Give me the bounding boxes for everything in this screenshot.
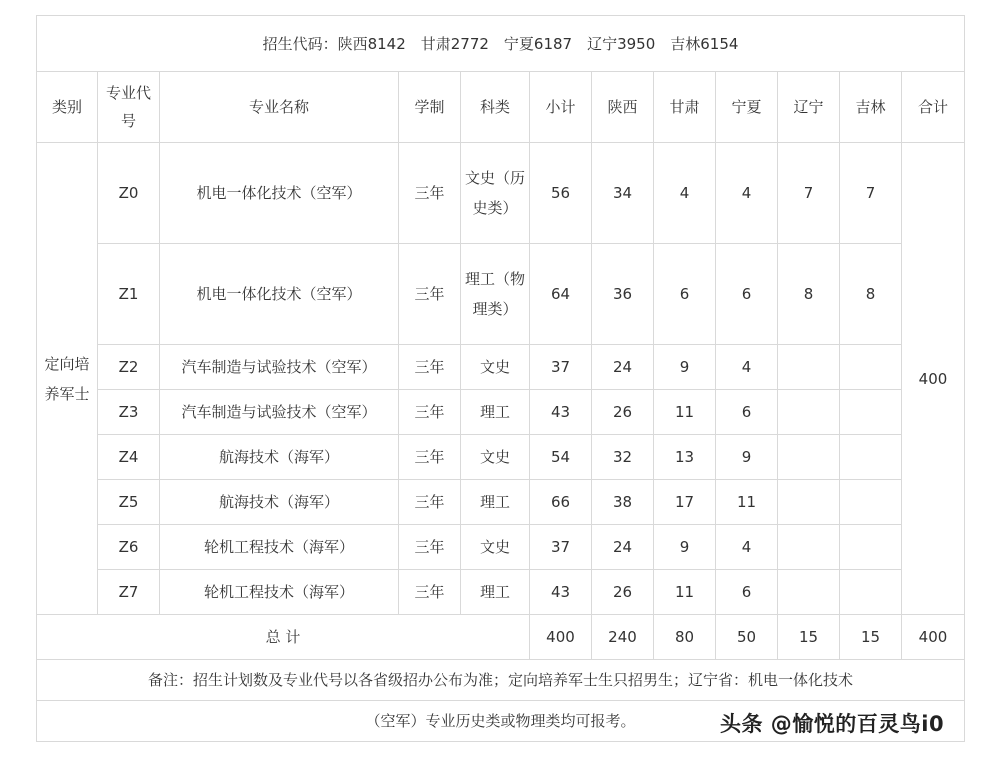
- cell-jilin: [840, 345, 902, 390]
- cell-subtotal: 56: [530, 143, 592, 244]
- cell-years: 三年: [399, 435, 461, 480]
- watermark: 头条 @愉悦的百灵鸟i0: [720, 712, 945, 736]
- table-row: [37, 345, 965, 390]
- total-ningxia: 50: [716, 615, 778, 660]
- header-category: 类别: [37, 72, 98, 143]
- cell-shaanxi: 34: [592, 143, 654, 244]
- cell-years: 三年: [399, 480, 461, 525]
- cell-gansu: 6: [654, 244, 716, 345]
- cell-name: 机电一体化技术（空军）: [160, 143, 399, 244]
- note-line: 备注：招生计划数及专业代号以各省级招办公布为准；定向培养军士生只招男生；辽宁省：机电一体化技术: [37, 660, 965, 701]
- cell-name: 机电一体化技术（空军）: [160, 244, 399, 345]
- cell-jilin: 8: [840, 244, 902, 345]
- table-row: [37, 390, 965, 435]
- cell-subject: 理工: [461, 480, 530, 525]
- cell-years: 三年: [399, 525, 461, 570]
- table-row: [37, 480, 965, 525]
- cell-subject: 文史: [461, 345, 530, 390]
- header-subtotal: 小计: [530, 72, 592, 143]
- cell-years: 三年: [399, 244, 461, 345]
- table-row: [37, 525, 965, 570]
- header-total: 合计: [902, 72, 965, 143]
- cell-liaoning: 7: [778, 143, 840, 244]
- table-row: [37, 244, 965, 345]
- cell-ningxia: 9: [716, 435, 778, 480]
- total-subtotal: 400: [530, 615, 592, 660]
- cell-subject: 文史: [461, 525, 530, 570]
- cell-name: 航海技术（海军）: [160, 435, 399, 480]
- cell-code: Z5: [98, 480, 160, 525]
- cell-code: Z3: [98, 390, 160, 435]
- cell-liaoning: [778, 480, 840, 525]
- header-ningxia: 宁夏: [716, 72, 778, 143]
- table-title: 招生代码：陕西8142 甘肃2772 宁夏6187 辽宁3950 吉林6154: [37, 16, 965, 72]
- cell-shaanxi: 32: [592, 435, 654, 480]
- total-liaoning: 15: [778, 615, 840, 660]
- cell-gansu: 9: [654, 525, 716, 570]
- cell-jilin: [840, 570, 902, 615]
- category-cell: 定向培养军士: [37, 143, 98, 615]
- cell-jilin: [840, 525, 902, 570]
- cell-subtotal: 43: [530, 390, 592, 435]
- header-jilin: 吉林: [840, 72, 902, 143]
- cell-shaanxi: 24: [592, 345, 654, 390]
- cell-subject: 理工（物理类）: [461, 244, 530, 345]
- header-gansu: 甘肃: [654, 72, 716, 143]
- cell-code: Z6: [98, 525, 160, 570]
- cell-shaanxi: 26: [592, 390, 654, 435]
- cell-name: 轮机工程技术（海军）: [160, 525, 399, 570]
- cell-gansu: 17: [654, 480, 716, 525]
- cell-ningxia: 4: [716, 525, 778, 570]
- cell-gansu: 11: [654, 390, 716, 435]
- cell-ningxia: 4: [716, 345, 778, 390]
- cell-code: Z4: [98, 435, 160, 480]
- cell-years: 三年: [399, 570, 461, 615]
- cell-jilin: [840, 390, 902, 435]
- cell-years: 三年: [399, 390, 461, 435]
- cell-liaoning: [778, 345, 840, 390]
- cell-liaoning: [778, 435, 840, 480]
- cell-gansu: 4: [654, 143, 716, 244]
- header-years: 学制: [399, 72, 461, 143]
- cell-name: 轮机工程技术（海军）: [160, 570, 399, 615]
- cell-name: 航海技术（海军）: [160, 480, 399, 525]
- cell-jilin: 7: [840, 143, 902, 244]
- enrollment-plan-table: [36, 15, 965, 742]
- cell-liaoning: [778, 525, 840, 570]
- cell-years: 三年: [399, 345, 461, 390]
- header-liaoning: 辽宁: [778, 72, 840, 143]
- cell-code: Z2: [98, 345, 160, 390]
- header-name: 专业名称: [160, 72, 399, 143]
- cell-subject: 理工: [461, 570, 530, 615]
- table-row: [37, 143, 965, 244]
- cell-code: Z0: [98, 143, 160, 244]
- cell-jilin: [840, 435, 902, 480]
- header-shaanxi: 陕西: [592, 72, 654, 143]
- total-label: 总 计: [37, 615, 530, 660]
- table-row: [37, 435, 965, 480]
- header-subject: 科类: [461, 72, 530, 143]
- cell-shaanxi: 36: [592, 244, 654, 345]
- cell-subtotal: 37: [530, 345, 592, 390]
- cell-liaoning: 8: [778, 244, 840, 345]
- cell-shaanxi: 38: [592, 480, 654, 525]
- cell-subject: 文史（历史类）: [461, 143, 530, 244]
- cell-gansu: 9: [654, 345, 716, 390]
- cell-name: 汽车制造与试验技术（空军）: [160, 390, 399, 435]
- cell-ningxia: 6: [716, 244, 778, 345]
- cell-subject: 理工: [461, 390, 530, 435]
- cell-gansu: 13: [654, 435, 716, 480]
- total-jilin: 15: [840, 615, 902, 660]
- cell-shaanxi: 26: [592, 570, 654, 615]
- cell-name: 汽车制造与试验技术（空军）: [160, 345, 399, 390]
- cell-ningxia: 11: [716, 480, 778, 525]
- cell-ningxia: 6: [716, 570, 778, 615]
- cell-subtotal: 66: [530, 480, 592, 525]
- header-code: 专业代号: [98, 72, 160, 143]
- cell-shaanxi: 24: [592, 525, 654, 570]
- cell-years: 三年: [399, 143, 461, 244]
- cell-ningxia: 6: [716, 390, 778, 435]
- table-row: [37, 570, 965, 615]
- cell-subtotal: 64: [530, 244, 592, 345]
- cell-jilin: [840, 480, 902, 525]
- cell-code: Z7: [98, 570, 160, 615]
- cell-code: Z1: [98, 244, 160, 345]
- cell-ningxia: 4: [716, 143, 778, 244]
- total-shaanxi: 240: [592, 615, 654, 660]
- cell-subtotal: 43: [530, 570, 592, 615]
- cell-gansu: 11: [654, 570, 716, 615]
- grand-total-cell: 400: [902, 143, 965, 615]
- cell-subtotal: 54: [530, 435, 592, 480]
- cell-liaoning: [778, 390, 840, 435]
- cell-subject: 文史: [461, 435, 530, 480]
- cell-liaoning: [778, 570, 840, 615]
- total-gansu: 80: [654, 615, 716, 660]
- note-line: （空军）专业历史类或物理类均可报考。: [37, 701, 965, 742]
- total-row: [37, 615, 965, 660]
- cell-subtotal: 37: [530, 525, 592, 570]
- total-total: 400: [902, 615, 965, 660]
